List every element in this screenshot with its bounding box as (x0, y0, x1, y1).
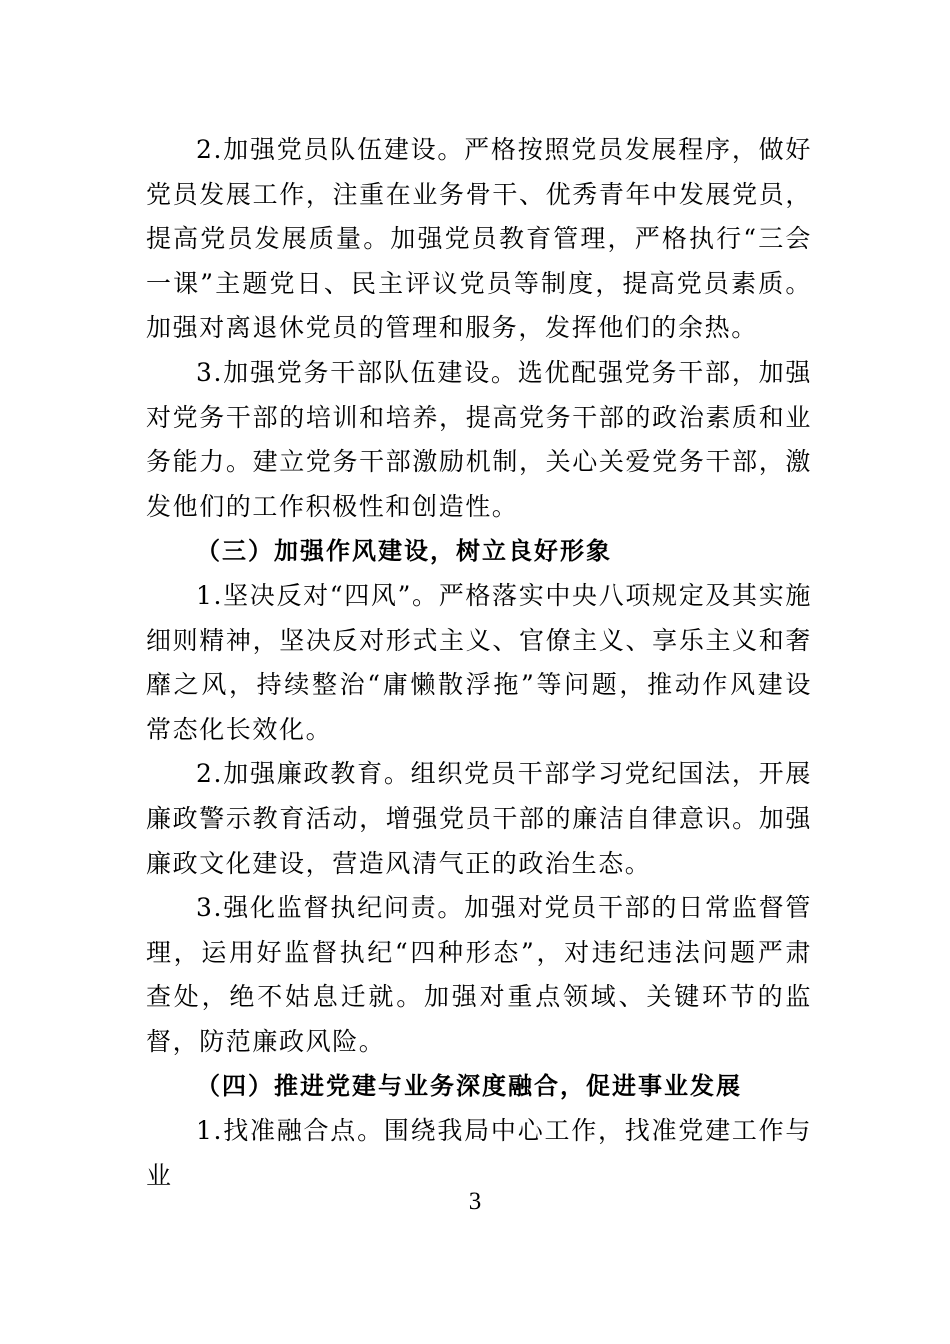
paragraph-integration-point: 1.找准融合点。围绕我局中心工作，找准党建工作与业 (146, 1116, 812, 1190)
page-number: 3 (468, 1188, 482, 1215)
paragraph-party-affairs-cadres: 3.加强党务干部队伍建设。选优配强党务干部，加强对党务干部的培训和培养，提高党务干部的政治素质和业务能力。建立党务干部激励机制，关心关爱党务干部，激发他们的工作积极性和创造性。 (146, 357, 812, 521)
paragraph-oppose-four-winds: 1.坚决反对“四风”。严格落实中央八项规定及其实施细则精神，坚决反对形式主义、官僚主义、享乐主义和奢靡之风，持续整治“庸懒散浮拖”等问题，推动作风建设常态化长效化。 (146, 580, 812, 744)
document-body (146, 128, 812, 1198)
section-heading-work-style: （三）加强作风建设，树立良好形象 (196, 536, 612, 566)
section-heading-integration: （四）推进党建与业务深度融合，促进事业发展 (196, 1071, 742, 1101)
paragraph-integrity-education: 2.加强廉政教育。组织党员干部学习党纪国法，开展廉政警示教育活动，增强党员干部的廉洁自律意识。加强廉政文化建设，营造风清气正的政治生态。 (146, 759, 812, 878)
paragraph-party-member-team: 2.加强党员队伍建设。严格按照党员发展程序，做好党员发展工作，注重在业务骨干、优秀青年中发展党员，提高党员发展质量。加强党员教育管理，严格执行“三会一课”主题党日、民主评议党员等制度，提高党员素质。加强对离退休党员的管理和服务，发挥他们的余热。 (146, 135, 812, 343)
paragraph-supervision-accountability: 3.强化监督执纪问责。加强对党员干部的日常监督管理，运用好监督执纪“四种形态”，对违纪违法问题严肃查处，绝不姑息迁就。加强对重点领域、关键环节的监督，防范廉政风险。 (146, 893, 812, 1056)
